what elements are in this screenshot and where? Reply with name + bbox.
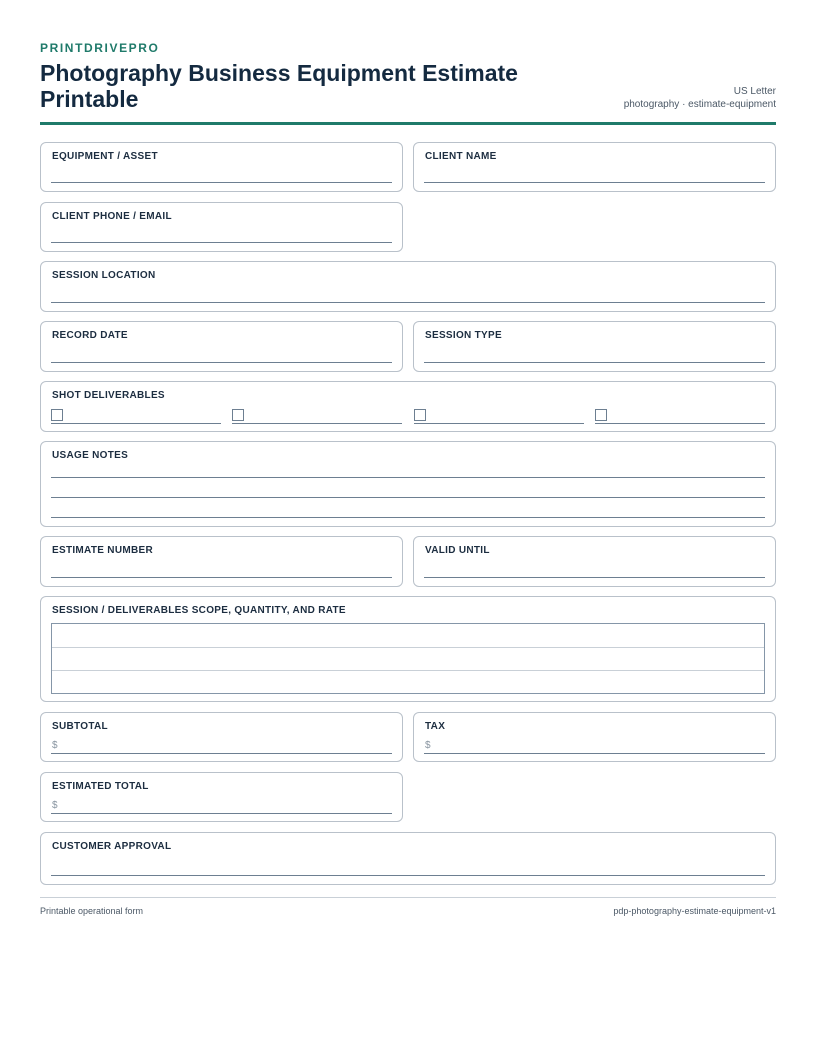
paper-size-label: US Letter	[733, 86, 776, 97]
subtotal-line[interactable]	[51, 753, 392, 754]
tax-line[interactable]	[424, 753, 765, 754]
estimated-total-field[interactable]	[40, 772, 403, 822]
customer-approval-line[interactable]	[51, 875, 765, 876]
client-name-line[interactable]	[424, 182, 765, 183]
estimated-total-line[interactable]	[51, 813, 392, 814]
client-contact-field[interactable]	[40, 202, 403, 252]
document-tags: photography · estimate-equipment	[623, 99, 776, 110]
deliverable-option-1[interactable]	[51, 408, 221, 424]
session-type-line[interactable]	[424, 362, 765, 363]
equipment-asset-line[interactable]	[51, 182, 392, 183]
footer-form-type: Printable operational form	[40, 906, 144, 916]
scope-table	[51, 623, 765, 694]
record-date-label: RECORD DATE	[52, 330, 128, 341]
client-name-label: CLIENT NAME	[425, 151, 497, 162]
shot-deliverables-field	[40, 381, 776, 432]
valid-until-line[interactable]	[424, 577, 765, 578]
deliverable-option-3[interactable]	[414, 408, 584, 424]
customer-approval-label: CUSTOMER APPROVAL	[52, 841, 172, 852]
customer-approval-field[interactable]	[40, 832, 776, 885]
checkbox[interactable]	[595, 409, 607, 421]
checkbox[interactable]	[414, 409, 426, 421]
footer-divider	[40, 897, 776, 898]
header-divider	[40, 122, 776, 125]
equipment-asset-field[interactable]	[40, 142, 403, 192]
shot-deliverables-label: SHOT DELIVERABLES	[52, 390, 165, 401]
record-date-field[interactable]	[40, 321, 403, 372]
scope-table-field	[40, 596, 776, 702]
tax-label: TAX	[425, 721, 446, 732]
estimate-number-field[interactable]	[40, 536, 403, 587]
document-meta	[624, 85, 776, 111]
valid-until-label: VALID UNTIL	[425, 545, 490, 556]
currency-symbol: $	[52, 800, 58, 811]
checkbox[interactable]	[232, 409, 244, 421]
subtotal-field[interactable]	[40, 712, 403, 762]
equipment-asset-label: EQUIPMENT / ASSET	[52, 151, 158, 162]
usage-notes-label: USAGE NOTES	[52, 450, 129, 461]
page-title: Photography Business Equipment Estimate Printable	[40, 60, 518, 112]
estimate-number-line[interactable]	[51, 577, 392, 578]
usage-notes-line-2[interactable]	[51, 497, 765, 498]
valid-until-field[interactable]	[413, 536, 776, 587]
client-name-field[interactable]	[413, 142, 776, 192]
brand-name: PRINTDRIVEPRO	[40, 41, 160, 55]
scope-table-label: SESSION / DELIVERABLES SCOPE, QUANTITY, AND RATE	[52, 605, 346, 616]
tax-field[interactable]	[413, 712, 776, 762]
record-date-line[interactable]	[51, 362, 392, 363]
deliverable-option-4[interactable]	[595, 408, 765, 424]
client-contact-line[interactable]	[51, 242, 392, 243]
session-type-label: SESSION TYPE	[425, 330, 502, 341]
table-row-divider	[52, 647, 764, 648]
currency-symbol: $	[425, 740, 431, 751]
table-row-divider	[52, 670, 764, 671]
usage-notes-field[interactable]	[40, 441, 776, 527]
footer-form-id: pdp-photography-estimate-equipment-v1	[613, 906, 776, 916]
currency-symbol: $	[52, 740, 58, 751]
subtotal-label: SUBTOTAL	[52, 721, 108, 732]
session-location-label: SESSION LOCATION	[52, 270, 156, 281]
usage-notes-line-3[interactable]	[51, 517, 765, 518]
estimated-total-label: ESTIMATED TOTAL	[52, 781, 149, 792]
client-contact-label: CLIENT PHONE / EMAIL	[52, 211, 172, 222]
checkbox[interactable]	[51, 409, 63, 421]
usage-notes-line-1[interactable]	[51, 477, 765, 478]
session-location-field[interactable]	[40, 261, 776, 312]
estimate-number-label: ESTIMATE NUMBER	[52, 545, 153, 556]
session-type-field[interactable]	[413, 321, 776, 372]
session-location-line[interactable]	[51, 302, 765, 303]
deliverable-option-2[interactable]	[232, 408, 402, 424]
